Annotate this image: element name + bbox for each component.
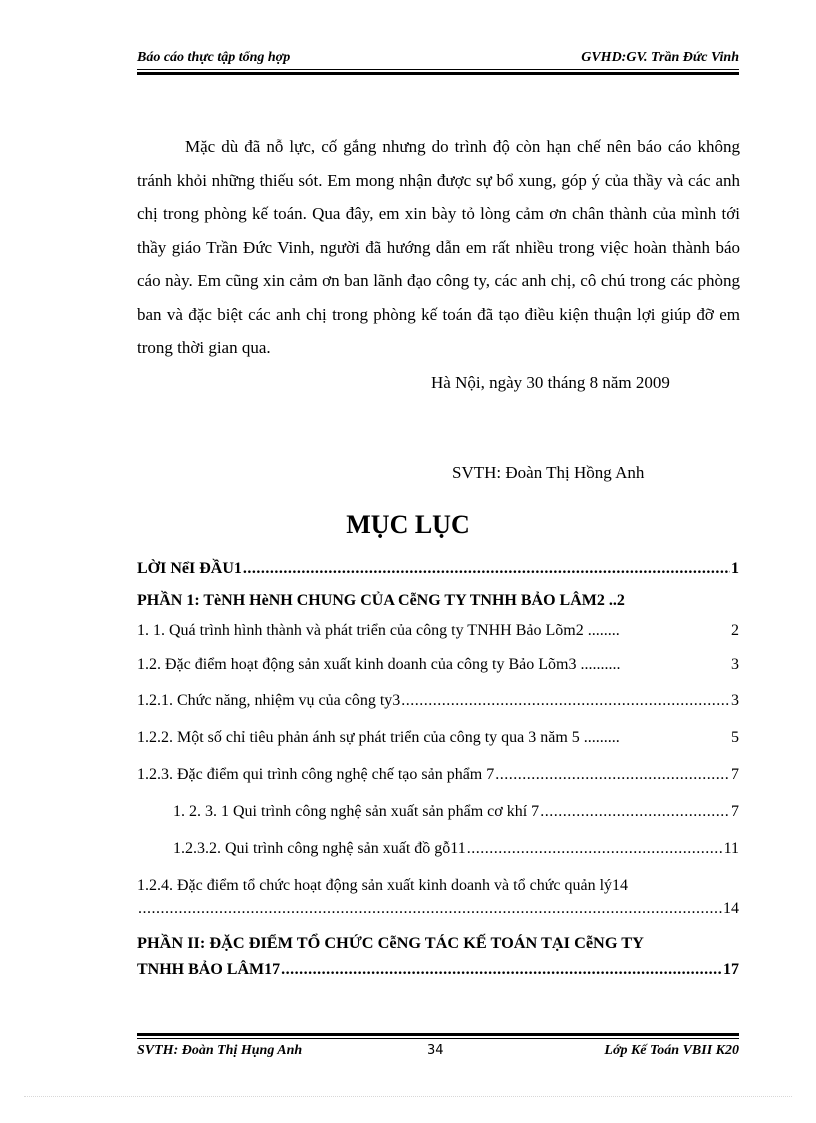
toc-entry[interactable] bbox=[137, 560, 739, 578]
toc-entry-text: 1.2.3. Đặc điểm qui trình công nghệ chế tạo sản phẩm 7 bbox=[137, 766, 495, 783]
header-supervisor: GVHD:GV. Trần Đức Vinh bbox=[581, 50, 739, 65]
toc-entry-text: 1.2.1. Chức năng, nhiệm vụ của công ty3 bbox=[137, 692, 401, 709]
closing-paragraph: Mặc dù đã nỗ lực, cố gắng nhưng do trình độ còn hạn chế nên báo cáo không tránh khỏi những thiếu sót. Em mong nhận được sự bổ xung, góp ý của thầy và các anh chị trong phòng kế toán. Qua đây, em xin bày tỏ lòng cảm ơn chân thành của mình tới thầy giáo Trần Đức Vinh, người đã hướng dẫn em rất nhiều trong việc hoàn thành báo cáo này. Em cũng xin cảm ơn ban lãnh đạo công ty, các anh chị, cô chú trong các phòng ban và đặc biệt các anh chị trong phòng kế toán đã tạo điều kiện thuận lợi giúp đỡ em trong thời gian qua. bbox=[137, 137, 740, 357]
student-signature: SVTH: Đoàn Thị Hồng Anh bbox=[452, 463, 645, 482]
date-line: Hà Nội, ngày 30 tháng 8 năm 2009 bbox=[431, 373, 670, 392]
header-rule-thick bbox=[137, 72, 739, 75]
toc-entry[interactable] bbox=[137, 622, 739, 640]
toc-leader-dots bbox=[495, 766, 730, 784]
toc-entry-text: 1.2.2. Một số chỉ tiêu phản ánh sự phát triển của công ty qua 3 năm 5 ......... bbox=[137, 729, 620, 746]
toc-entry-page: 3 bbox=[731, 692, 739, 709]
toc-entry-text: 1.2. Đặc điểm hoạt động sản xuất kinh doanh của công ty Bảo Lõm3 .......... bbox=[137, 656, 621, 673]
toc-entry-text: 1.2.3.2. Qui trình công nghệ sản xuất đồ gỗ11 bbox=[173, 840, 466, 857]
toc-entry-line2[interactable] bbox=[137, 961, 739, 979]
toc-entry-text: TNHH BẢO LÂM17 bbox=[137, 961, 281, 978]
toc-entry-page: 5 bbox=[731, 729, 739, 746]
toc-leader-dots bbox=[467, 840, 723, 858]
toc-entry-line1[interactable]: PHẦN II: ĐẶC ĐIỂM TỔ CHỨC CễNG TÁC KẾ TOÁN TẠI CễNG TY bbox=[137, 933, 644, 952]
page-header bbox=[137, 48, 739, 70]
footer-student: SVTH: Đoàn Thị Hụng Anh bbox=[137, 1043, 303, 1058]
toc-leader-dots bbox=[540, 803, 730, 821]
toc-entry[interactable] bbox=[137, 729, 739, 747]
header-report-title: Báo cáo thực tập tổng hợp bbox=[137, 50, 291, 65]
footer-class: Lớp Kế Toán VBII K20 bbox=[604, 1043, 739, 1058]
toc-entry-text: LỜI NểI ĐẦU1 bbox=[137, 560, 242, 577]
footer-rule-thin bbox=[137, 1038, 739, 1039]
toc-leader-dots bbox=[243, 560, 730, 578]
toc-leader-dots bbox=[138, 900, 722, 918]
toc-title: MỤC LỤC bbox=[346, 510, 470, 539]
toc-entry-text: PHẦN 1: TèNH HèNH CHUNG CỦA CễNG TY TNHH BẢO LÂM2 .. bbox=[137, 592, 617, 609]
page-footer bbox=[137, 1041, 739, 1063]
toc-entry-page: 2 bbox=[616, 592, 625, 609]
toc-entry-page: 14 bbox=[723, 900, 739, 917]
toc-entry-text: 1. 1. Quá trình hình thành và phát triển của công ty TNHH Bảo Lõm2 ........ bbox=[137, 622, 620, 639]
toc-entry[interactable] bbox=[137, 692, 739, 710]
header-rule-thin bbox=[137, 69, 739, 70]
toc-entry[interactable] bbox=[137, 656, 739, 674]
toc-entry-text: 1. 2. 3. 1 Qui trình công nghệ sản xuất sản phẩm cơ khí 7 bbox=[173, 803, 540, 820]
toc-entry-page: 1 bbox=[731, 560, 739, 577]
page-bottom-border bbox=[24, 1096, 792, 1097]
toc-entry[interactable] bbox=[137, 766, 739, 784]
toc-entry-line1[interactable]: 1.2.4. Đặc điểm tổ chức hoạt động sản xuất kinh doanh và tổ chức quản lý14 bbox=[137, 877, 629, 894]
toc-entry-page: 7 bbox=[731, 803, 739, 820]
toc-entry-page: 3 bbox=[731, 656, 739, 673]
toc-entry-page: 17 bbox=[723, 961, 739, 978]
toc-entry-line2[interactable] bbox=[137, 900, 739, 918]
toc-leader-dots bbox=[281, 961, 722, 979]
toc-entry[interactable] bbox=[137, 592, 739, 610]
toc-entry-page: 2 bbox=[731, 622, 739, 639]
toc-entry-page: 7 bbox=[731, 766, 739, 783]
footer-rule-thick bbox=[137, 1033, 739, 1036]
toc-leader-dots bbox=[401, 692, 730, 710]
toc-entry[interactable] bbox=[173, 840, 739, 858]
toc-entry-page: 11 bbox=[723, 840, 739, 857]
page-number: 34 bbox=[427, 1043, 444, 1058]
toc-entry[interactable] bbox=[173, 803, 739, 821]
